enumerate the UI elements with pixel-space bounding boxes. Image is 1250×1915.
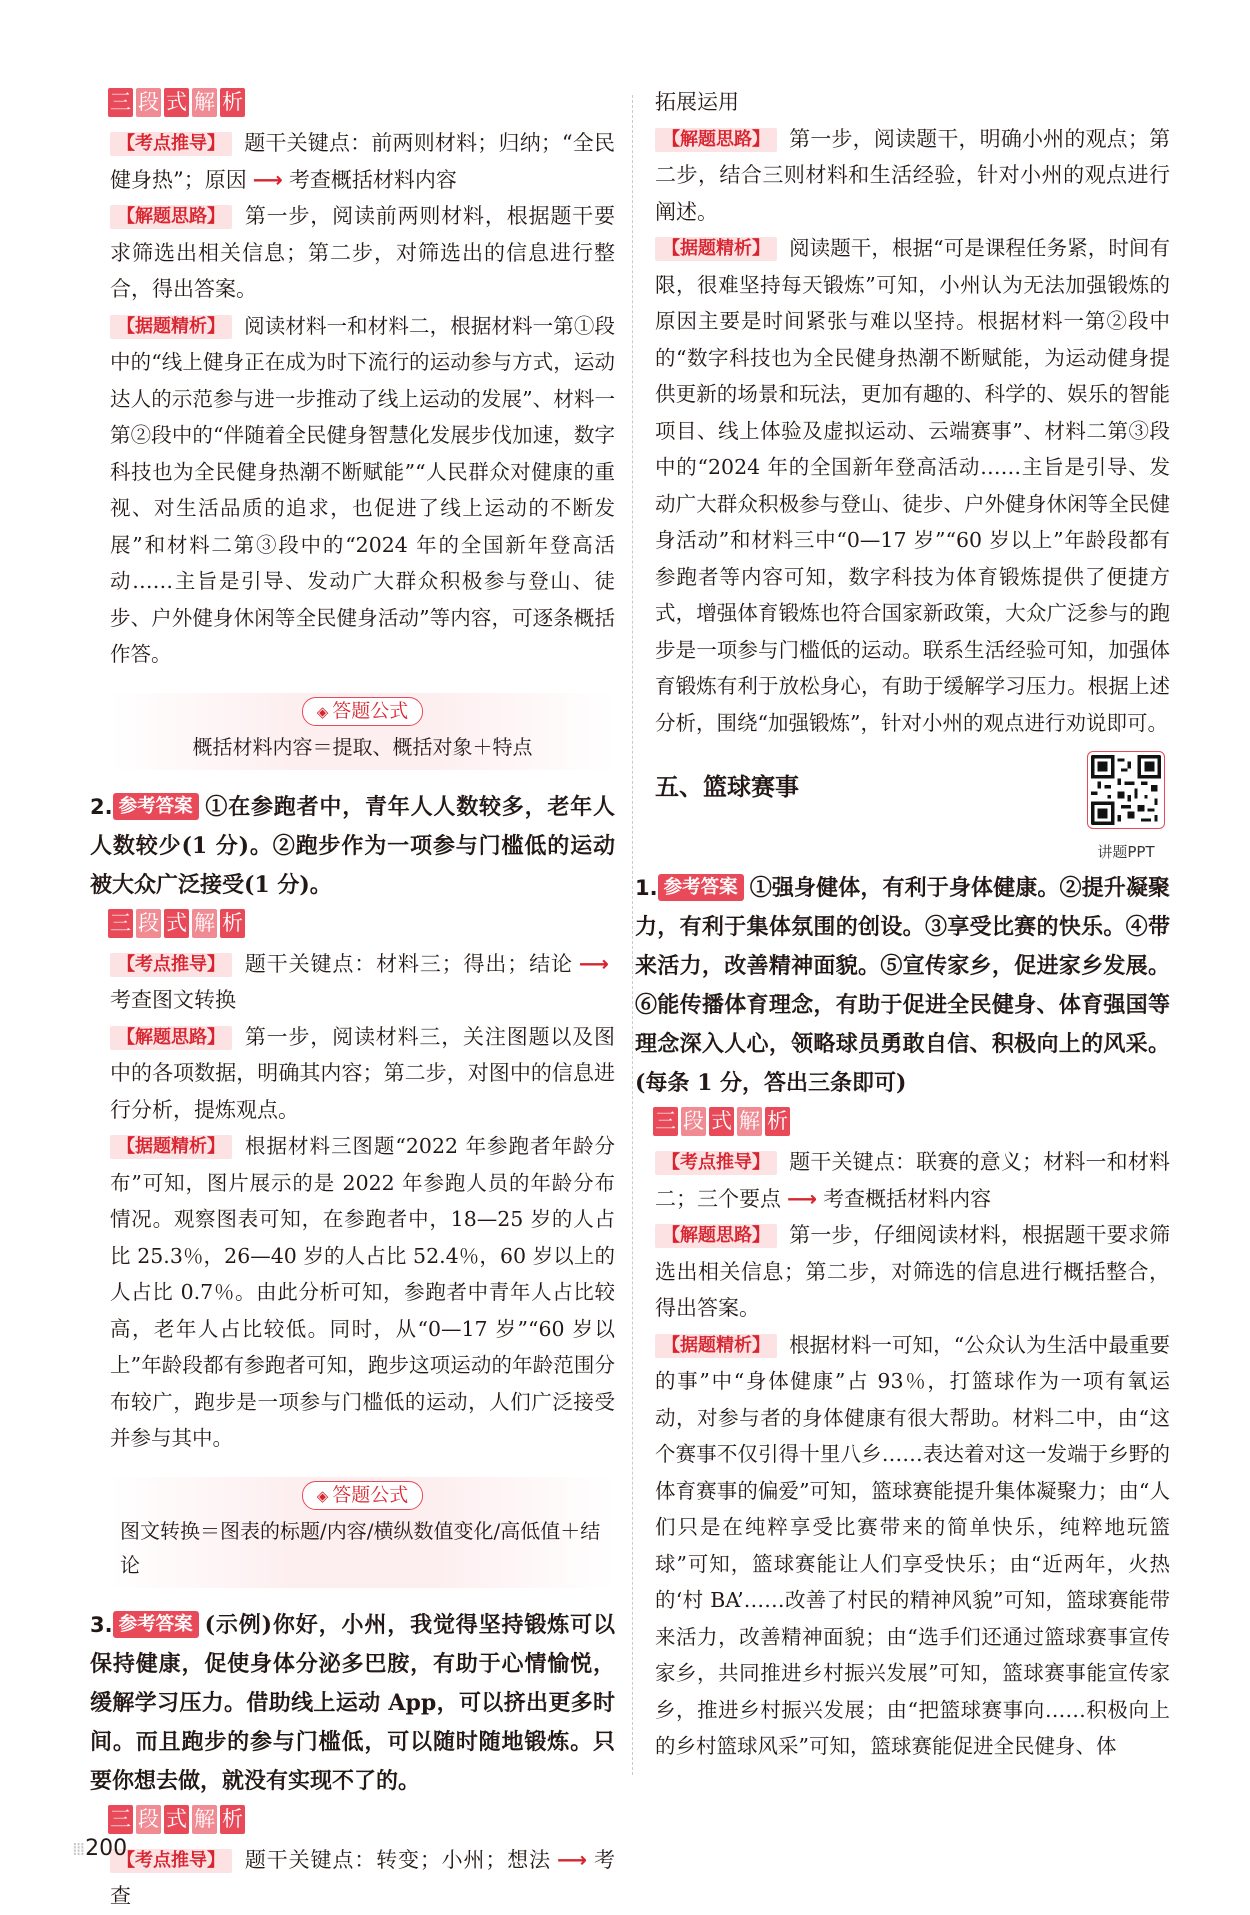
three-step-analysis-badge: 三 段 式 解 析: [653, 1107, 1170, 1136]
jutij-tag: 【据题精析】: [110, 1135, 232, 1159]
right-column: [635, 84, 1170, 1765]
formula-box: [110, 693, 615, 770]
kaodian-paragraph: 【考点推导】 题干关键点：转变；小州；想法 ⟶ 考查: [110, 1847, 616, 1908]
three-step-analysis-badge: 三 段 式 解 析: [108, 909, 615, 938]
formula-header: ◈ 答题公式: [302, 1481, 424, 1510]
arrow-icon: ⟶: [252, 167, 283, 192]
formula-header: ◈ 答题公式: [302, 697, 424, 726]
qr-code-icon[interactable]: [1087, 751, 1165, 829]
kaodian-tag: 【考点推导】: [655, 1151, 777, 1175]
kaodian-tag: 【考点推导】: [110, 953, 232, 977]
answer-paragraph-q2: 2. 参考答案 ①在参跑者中，青年人人数较多，老年人人数较少(1 分)。②跑步作为一项参与门槛低的运动被大众广泛接受(1 分)。: [90, 793, 615, 898]
layers-icon: ◈: [316, 702, 329, 721]
kaodian-paragraph: 【考点推导】 题干关键点：前两则材料；归纳；“全民健身热”；原因 ⟶ 考查概括材料内容: [110, 131, 615, 192]
jutij-tag: 【据题精析】: [655, 237, 777, 261]
section-title: 五、篮球赛事: [655, 772, 799, 801]
three-step-analysis-badge: 三 段 式 解 析: [108, 1805, 615, 1834]
jutij-tag: 【据题精析】: [110, 315, 232, 339]
jieti-paragraph: 【解题思路】 第一步，阅读材料三，关注图题以及图中的各项数据，明确其内容；第二步，对图中的信息进行分析，提炼观点。: [110, 1024, 615, 1122]
jutij-paragraph: 【据题精析】 根据材料三图题“2022 年参跑者年龄分布”可知，图片展示的是 2022 年参跑人员的年龄分布情况。观察图表可知，在参跑者中，18—25 岁的人占比 25.3％，26—40 岁的人占比 52.4％，60 岁以上的人占比 0.7％。由此分析可知，参跑者中青年人占比较高，老年人占比较低。同时，从“0—17 岁”“60 岁以上”年龄段都有参跑者可知，跑步这项运动的年龄范围分布较广，跑步是一项参与门槛低的运动，人们广泛接受并参与其中。: [110, 1134, 615, 1450]
jieti-paragraph: 【解题思路】 第一步，阅读题干，明确小州的观点；第二步，结合三则材料和生活经验，针对小州的观点进行阐述。: [655, 126, 1170, 224]
formula-box: [110, 1477, 615, 1588]
formula-text: 图文转换＝图表的标题/内容/横纵数值变化/高低值＋结论: [120, 1518, 601, 1577]
question-number: 1.: [635, 876, 658, 900]
section-header: [655, 751, 1170, 869]
formula-text: 概括材料内容＝提取、概括对象＋特点: [192, 734, 533, 759]
jieti-tag: 【解题思路】: [110, 205, 232, 229]
jutij-paragraph: 【据题精析】 阅读题干，根据“可是课程任务紧，时间有限，很难坚持每天锻炼”可知，小州认为无法加强锻炼的原因主要是时间紧张与难以坚持。根据材料一第②段中的“数字科技也为全民健身热潮不断赋能，为运动健身提供更新的场景和玩法，更加有趣的、科学的、娱乐的智能项目、线上体验及虚拟运动、云端赛事”、材料二第③段中的“2024 年的全国新年登高活动……主旨是引导、发动广大群众积极参与登山、徒步、户外健身休闲等全民健身活动”和材料三中“0—17 岁”“60 岁以上”年龄段都有参跑者等内容可知，数字科技为体育锻炼提供了便捷方式，增强体育锻炼也符合国家新政策，大众广泛参与的跑步是一项参与门槛低的运动。联系生活经验可知，加强体育锻炼有利于放松身心，有助于缓解学习压力。根据上述分析，围绕“加强锻炼”，针对小州的观点进行劝说即可。: [655, 236, 1170, 735]
continued-text: 拓展运用: [655, 90, 739, 114]
arrow-icon: ⟶: [557, 1847, 588, 1872]
layers-icon: ◈: [316, 1486, 329, 1505]
answer-tag: 参考答案: [658, 874, 744, 901]
answer-tag: 参考答案: [113, 1611, 199, 1638]
three-step-analysis-badge: 三 段 式 解 析: [108, 88, 615, 117]
qr-block[interactable]: [1086, 751, 1166, 862]
jutij-paragraph: 【据题精析】 根据材料一可知，“公众认为生活中最重要的事”中“身体健康”占 93％，打篮球作为一项有氧运动，对参与者的身体健康有很大帮助。材料二中，由“这个赛事不仅引得十里八乡……表达着对这一发端于乡野的体育赛事的偏爱”可知，篮球赛能提升集体凝聚力；由“人们只是在纯粹享受比赛带来的简单快乐，纯粹地玩篮球”可知，篮球赛能让人们享受快乐；由“近两年，火热的‘村 BA’……改善了村民的精神风貌”可知，篮球赛能带来活力，改善精神面貌；由“选手们还通过篮球赛事宣传家乡，共同推进乡村振兴发展”可知，篮球赛事能宣传家乡，推进乡村振兴发展；由“把篮球赛事向……积极向上的乡村篮球风采”可知，篮球赛能促进全民健身、体: [655, 1332, 1170, 1758]
jieti-tag: 【解题思路】: [655, 128, 777, 152]
question-number: 2.: [90, 794, 113, 819]
jutij-tag: 【据题精析】: [655, 1334, 777, 1358]
answer-paragraph-q3: 3. 参考答案 (示例)你好，小州，我觉得坚持锻炼可以保持健康，促使身体分泌多巴胺，有助于心情愉悦，缓解学习压力。借助线上运动 App，可以挤出更多时间。而且跑步的参与门槛低，可以随时随地锻炼。只要你想去做，就没有实现不了的。: [90, 1611, 615, 1794]
jutij-paragraph: 【据题精析】 阅读材料一和材料二，根据材料一第①段中的“线上健身正在成为时下流行的运动参与方式，运动达人的示范参与进一步推动了线上运动的发展”、材料一第②段中的“伴随着全民健身智慧化发展步伐加速，数字科技也为全民健身热潮不断赋能”“人民群众对健康的重视、对生活品质的追求，也促进了线上运动的不断发展”和材料二第③段中的“2024 年的全国新年登高活动……主旨是引导、发动广大群众积极参与登山、徒步、户外健身休闲等全民健身活动”等内容，可逐条概括作答。: [110, 313, 615, 666]
question-number: 3.: [90, 1612, 113, 1637]
dots-icon: ⁞⁞⁞: [72, 1839, 84, 1860]
kaodian-paragraph: 【考点推导】 题干关键点：联赛的意义；材料一和材料二；三个要点 ⟶ 考查概括材料内容: [655, 1150, 1170, 1211]
answer-tag: 参考答案: [113, 793, 199, 820]
arrow-icon: ⟶: [578, 951, 609, 976]
kaodian-tag: 【考点推导】: [110, 1849, 232, 1873]
jieti-paragraph: 【解题思路】 第一步，阅读前两则材料，根据题干要求筛选出相关信息；第二步，对筛选出的信息进行整合，得出答案。: [110, 204, 615, 301]
column-divider: [632, 95, 633, 1775]
page-number: ⁞⁞⁞200: [72, 1836, 128, 1861]
kaodian-paragraph: 【考点推导】 题干关键点：材料三；得出；结论 ⟶考查图文转换: [110, 951, 609, 1012]
answer-paragraph-r1: 1. 参考答案 ①强身健体，有利于身体健康。②提升凝聚力，有利于集体氛围的创设。③享受比赛的快乐。④带来活力，改善精神面貌。⑤宣传家乡，促进家乡发展。⑥能传播体育理念，有助于促进全民健身、体育强国等理念深入人心，领略球员勇敢自信、积极向上的风采。(每条 1 分，答出三条即可): [635, 875, 1170, 1096]
arrow-icon: ⟶: [787, 1186, 818, 1211]
jieti-tag: 【解题思路】: [655, 1224, 777, 1248]
jieti-tag: 【解题思路】: [110, 1026, 232, 1050]
kaodian-tag: 【考点推导】: [110, 132, 232, 156]
qr-caption: 讲题PPT: [1097, 843, 1155, 861]
jieti-paragraph: 【解题思路】 第一步，仔细阅读材料，根据题干要求筛选出相关信息；第二步，对筛选的信息进行概括整合，得出答案。: [655, 1223, 1170, 1320]
